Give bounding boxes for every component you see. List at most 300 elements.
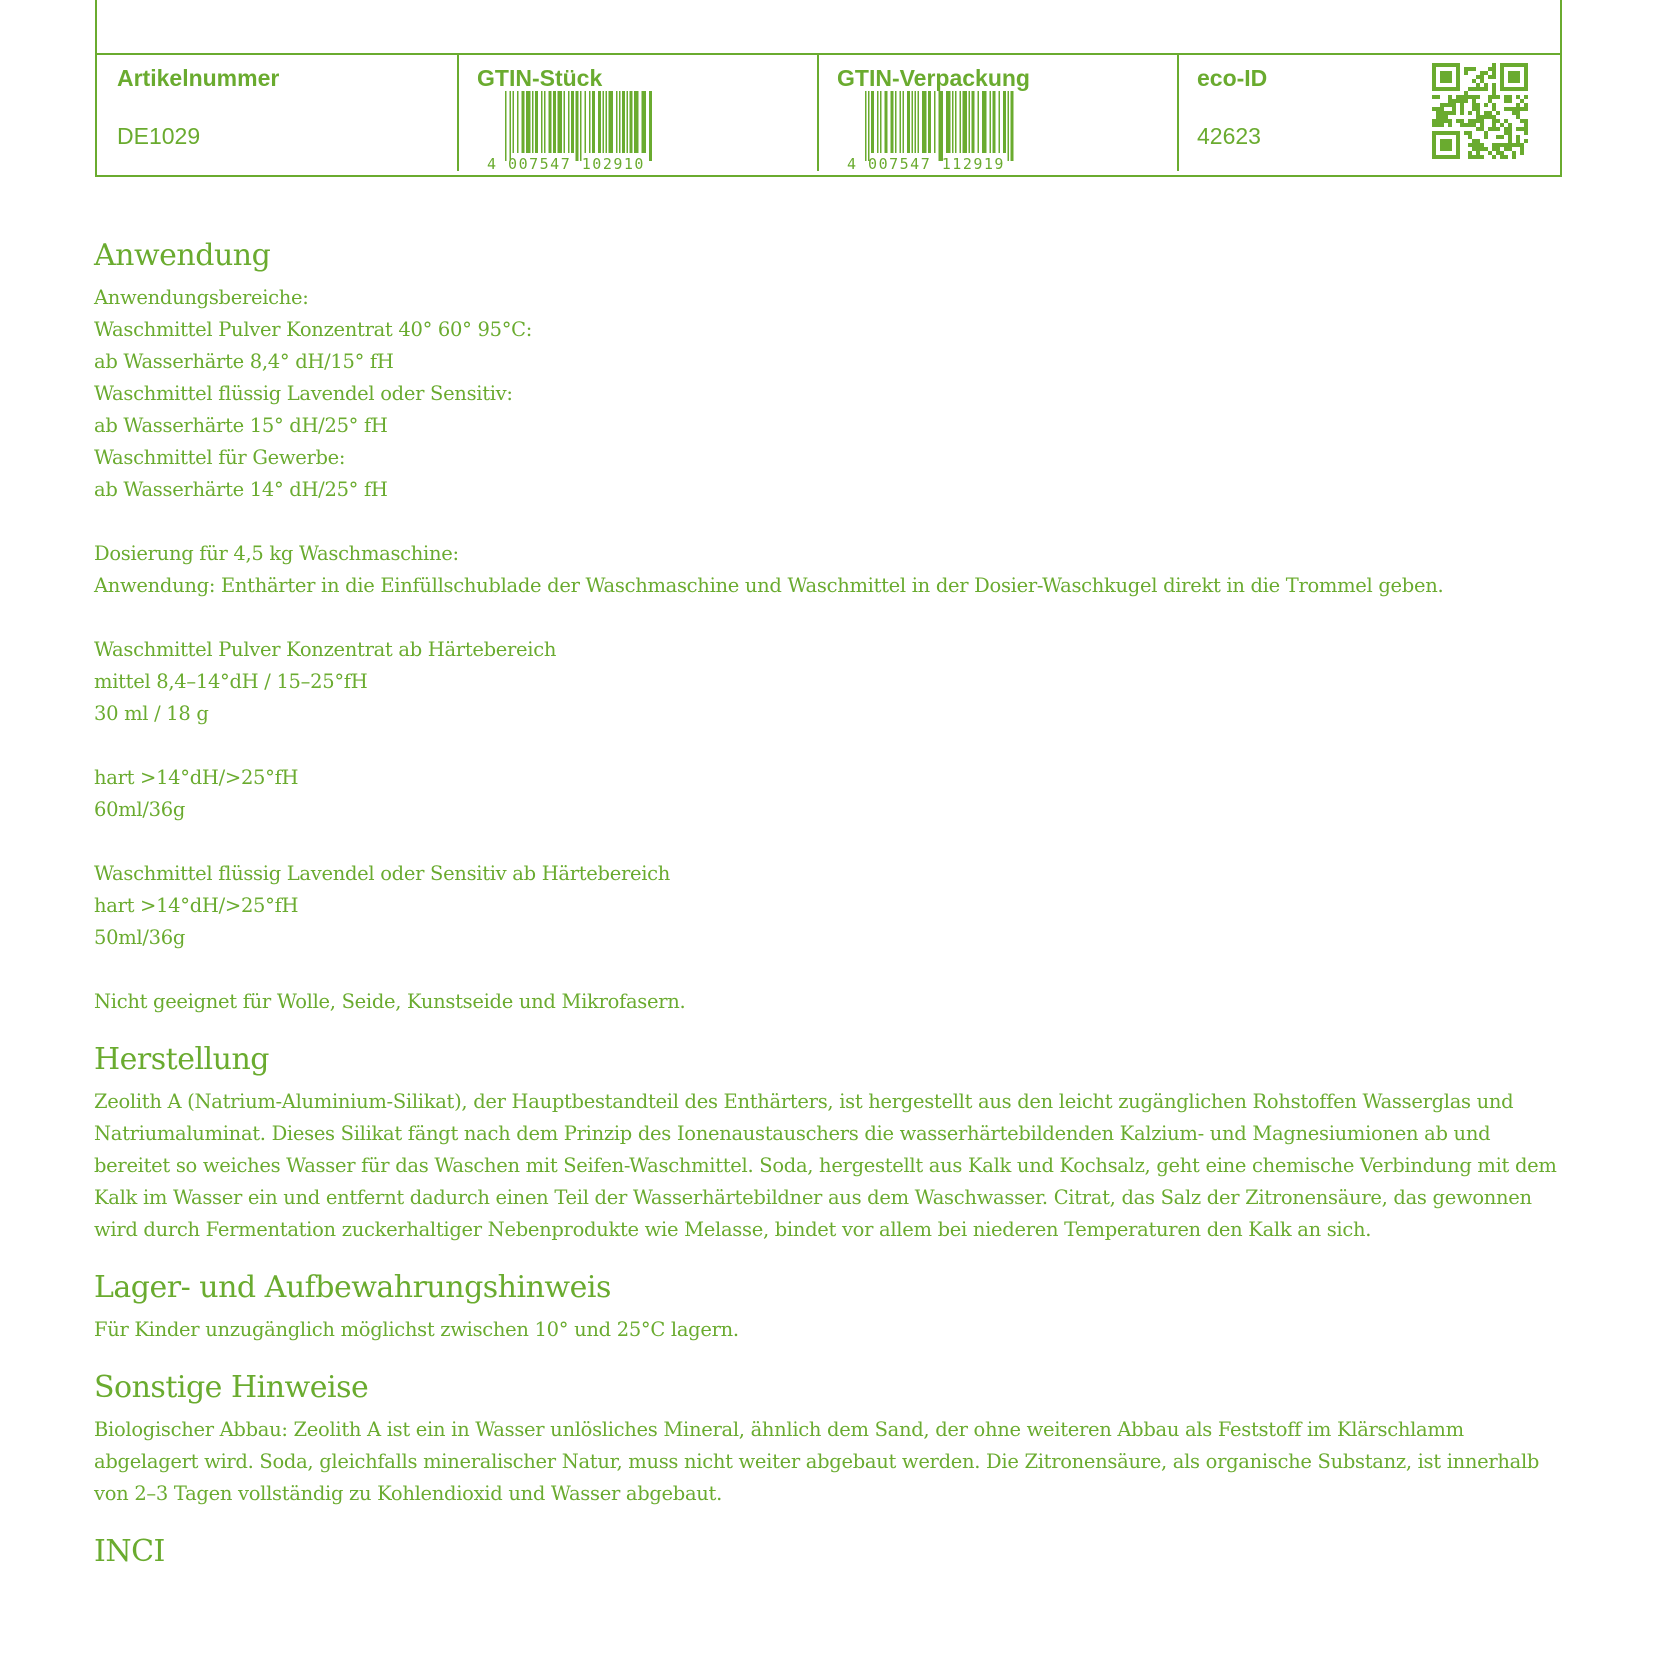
qr-module <box>1492 115 1496 119</box>
barcode-bar <box>558 91 563 153</box>
barcode-bar <box>963 91 968 153</box>
document-content <box>94 234 1564 1594</box>
qr-module <box>1468 111 1472 115</box>
gtin-piece-barcode <box>485 91 665 171</box>
qr-module <box>1444 115 1448 119</box>
heading-lager: Lager- und Aufbewahrungshinweis <box>94 1270 611 1305</box>
barcode-bar <box>522 91 525 153</box>
text-line: Waschmittel flüssig Lavendel oder Sensitiv: <box>94 382 513 405</box>
qr-module <box>1496 127 1500 131</box>
barcode-bar <box>952 91 954 153</box>
qr-module <box>1476 111 1480 115</box>
qr-module <box>1484 87 1488 91</box>
text-line: 50ml/36g <box>94 926 186 949</box>
qr-module <box>1472 119 1476 123</box>
qr-module <box>1484 131 1488 135</box>
qr-module <box>1460 103 1464 107</box>
barcode-bar <box>865 91 867 161</box>
qr-module <box>1508 139 1512 143</box>
barcode-bar <box>885 91 888 153</box>
text-line: 30 ml / 18 g <box>94 702 209 725</box>
barcode-bar <box>982 91 987 153</box>
qr-module <box>1436 115 1440 119</box>
barcode-bar <box>934 91 936 153</box>
qr-module <box>1488 75 1492 79</box>
qr-module <box>1524 107 1528 111</box>
barcode-bar <box>999 91 1001 153</box>
section-herstellung <box>94 1038 1564 1246</box>
qr-module <box>1480 143 1484 147</box>
anwendung-block-3 <box>94 634 1564 730</box>
herstellung-text: Zeolith A (Natrium-Aluminium-Silikat), der Hauptbestandteil des Enthärters, ist hergestellt aus den leicht zugänglichen Rohstoffen Wasserglas und Natriumaluminat. Dieses Silikat fängt nach dem Prinzip des Ionenaustauschers die wasserhärtebildenden Kalzium- und Magnesiumionen ab und bereitet so weiches Wasser für das Waschen mit Seifen-Waschmittel. Soda, hergestellt aus Kalk und Kochsalz, geht eine chemische Verbindung mit dem Kalk im Wasser ein und entfernt dadurch einen Teil der Wasserhärtebildner aus dem Waschwasser. Citrat, das Salz der Zitronensäure, das gewonnen wird durch Fermentation zuckerhaltiger Nebenprodukte wie Melasse, bindet vor allem bei niederen Temperaturen den Kalk an sich. <box>94 1090 1557 1241</box>
qr-module <box>1464 131 1468 135</box>
section-lager <box>94 1266 1564 1346</box>
qr-module <box>1492 107 1496 111</box>
barcode-bar <box>912 91 914 153</box>
qr-module <box>1452 111 1456 115</box>
text-line: hart >14°dH/>25°fH <box>94 894 299 917</box>
qr-module <box>1496 111 1500 115</box>
eco-id-label: eco-ID <box>1197 65 1268 91</box>
barcode-bar <box>630 91 633 153</box>
qr-module <box>1492 91 1496 95</box>
barcode-bar <box>1003 91 1006 153</box>
heading-anwendung: Anwendung <box>94 238 271 273</box>
barcode-bar <box>928 91 931 153</box>
qr-module <box>1520 119 1524 123</box>
barcode-bar <box>891 91 894 153</box>
qr-module <box>1468 67 1472 71</box>
qr-module <box>1516 111 1520 115</box>
qr-module <box>1448 119 1452 123</box>
text-line: Waschmittel Pulver Konzentrat ab Härtebereich <box>94 638 557 661</box>
barcode-bar <box>915 91 917 153</box>
qr-module <box>1460 95 1464 99</box>
qr-module <box>1524 131 1528 135</box>
qr-module <box>1516 95 1520 99</box>
qr-module <box>1468 119 1472 123</box>
barcode-bar <box>513 91 515 153</box>
qr-module <box>1488 95 1492 99</box>
barcode-bar <box>541 91 543 153</box>
qr-module <box>1512 107 1516 111</box>
barcode-bar <box>619 91 621 153</box>
qr-module <box>1476 119 1480 123</box>
barcode-bar <box>564 91 566 153</box>
qr-module <box>1480 87 1484 91</box>
barcode-bar <box>993 91 996 153</box>
qr-module <box>1492 127 1496 131</box>
qr-module <box>1444 111 1448 115</box>
article-number-cell <box>97 55 457 175</box>
barcode-bar <box>622 91 625 153</box>
barcode-bar <box>895 91 897 153</box>
qr-module <box>1440 107 1444 111</box>
qr-module <box>1468 135 1472 139</box>
qr-module <box>1432 119 1436 123</box>
text-line: hart >14°dH/>25°fH <box>94 766 299 789</box>
qr-module <box>1436 119 1440 123</box>
qr-module <box>1476 127 1480 131</box>
qr-module <box>1472 99 1476 103</box>
barcode-bar <box>880 91 882 153</box>
qr-module <box>1476 103 1480 107</box>
qr-module <box>1484 115 1488 119</box>
barcode-bar <box>634 91 639 153</box>
barcode-bar <box>946 91 951 153</box>
qr-module <box>1480 119 1484 123</box>
qr-module <box>1492 119 1496 123</box>
qr-module <box>1492 95 1496 99</box>
qr-module <box>1516 139 1520 143</box>
text-line: ab Wasserhärte 8,4° dH/15° fH <box>94 350 394 373</box>
product-info-row <box>97 53 1560 175</box>
qr-module <box>1520 99 1524 103</box>
qr-module <box>1488 151 1492 155</box>
text-line: Anwendung: Enthärter in die Einfüllschublade der Waschmaschine und Waschmittel in der Dosier-Waschkugel direkt in die Trommel geben. <box>94 574 1444 597</box>
qr-module <box>1476 139 1480 143</box>
barcode-bar <box>868 91 870 161</box>
gtin-pack-number: 4 007547 112919 <box>847 155 1005 171</box>
qr-module <box>1436 107 1440 111</box>
qr-module <box>1448 123 1452 127</box>
barcode-bar <box>585 91 587 153</box>
qr-module <box>1476 107 1480 111</box>
qr-module <box>1496 147 1500 151</box>
qr-module <box>1472 103 1476 107</box>
qr-module <box>1508 123 1512 127</box>
qr-module <box>1504 131 1508 135</box>
qr-module <box>1504 143 1508 147</box>
qr-module <box>1504 147 1508 151</box>
qr-module <box>1464 71 1468 75</box>
qr-module <box>1488 111 1492 115</box>
text-line: Nicht geeignet für Wolle, Seide, Kunstseide und Mikrofasern. <box>94 990 686 1013</box>
qr-module <box>1492 155 1496 159</box>
qr-finder-pattern <box>1440 139 1452 151</box>
qr-module <box>1488 115 1492 119</box>
qr-module <box>1440 119 1444 123</box>
qr-finder-pattern <box>1440 71 1452 83</box>
qr-module <box>1516 107 1520 111</box>
qr-module <box>1484 103 1488 107</box>
qr-module <box>1484 147 1488 151</box>
barcode-bar <box>544 91 546 153</box>
qr-module <box>1472 147 1476 151</box>
qr-module <box>1432 95 1436 99</box>
qr-module <box>1524 119 1528 123</box>
anwendung-block-2 <box>94 538 1564 602</box>
anwendung-block-4 <box>94 762 1564 826</box>
qr-module <box>1484 83 1488 87</box>
qr-module <box>1468 155 1472 159</box>
barcode-bar <box>549 91 552 153</box>
article-number-label: Artikelnummer <box>117 65 280 91</box>
qr-module <box>1436 95 1440 99</box>
qr-module <box>1480 127 1484 131</box>
qr-module <box>1464 67 1468 71</box>
barcode-bar <box>580 91 582 161</box>
qr-module <box>1500 135 1504 139</box>
barcode-bar <box>978 91 980 153</box>
qr-module <box>1460 123 1464 127</box>
qr-module <box>1524 123 1528 127</box>
gtin-piece-barcode-bars <box>505 91 652 161</box>
qr-module <box>1520 151 1524 155</box>
gtin-pack-cell <box>817 55 1177 175</box>
barcode-bar <box>505 91 507 161</box>
qr-module <box>1476 147 1480 151</box>
qr-module <box>1460 99 1464 103</box>
barcode-bar <box>592 91 595 153</box>
qr-module <box>1472 67 1476 71</box>
qr-module <box>1524 95 1528 99</box>
qr-module <box>1492 75 1496 79</box>
qr-module <box>1472 87 1476 91</box>
qr-module <box>1508 147 1512 151</box>
qr-module <box>1460 119 1464 123</box>
barcode-bar <box>877 91 879 153</box>
qr-module <box>1508 99 1512 103</box>
text-line: Dosierung für 4,5 kg Waschmaschine: <box>94 542 459 565</box>
qr-module <box>1464 99 1468 103</box>
barcode-bar <box>606 91 608 153</box>
qr-module <box>1464 95 1468 99</box>
qr-module <box>1508 127 1512 131</box>
qr-module <box>1468 95 1472 99</box>
qr-module <box>1504 155 1508 159</box>
qr-module <box>1512 155 1516 159</box>
qr-module <box>1440 123 1444 127</box>
qr-module <box>1520 147 1524 151</box>
qr-module <box>1468 143 1472 147</box>
qr-module <box>1456 95 1460 99</box>
qr-module <box>1472 155 1476 159</box>
qr-module <box>1440 103 1444 107</box>
qr-module <box>1468 131 1472 135</box>
qr-module <box>1500 151 1504 155</box>
qr-module <box>1520 143 1524 147</box>
qr-finder-pattern <box>1508 71 1520 83</box>
barcode-bar <box>589 91 591 153</box>
sonstige-text: Biologischer Abbau: Zeolith A ist ein in Wasser unlösliches Mineral, ähnlich dem Sand, der ohne weiteren Abbau als Feststoff im Klärschlamm abgelagert wird. Soda, gleichfalls mineralischer Natur, muss nicht weiter abgebaut werden. Die Zitronensäure, als organische Substanz, ist innerhalb von 2–3 Tagen vollständig zu Kohlendioxid und Wasser abgebaut. <box>94 1418 1540 1505</box>
qr-module <box>1484 71 1488 75</box>
qr-module <box>1476 151 1480 155</box>
barcode-bar <box>642 91 647 153</box>
qr-module <box>1516 103 1520 107</box>
barcode-bar <box>517 91 519 153</box>
qr-module <box>1472 139 1476 143</box>
qr-module <box>1516 127 1520 131</box>
barcode-bar <box>571 91 574 153</box>
qr-module <box>1492 123 1496 127</box>
anwendung-block-5 <box>94 858 1564 954</box>
barcode-bar <box>972 91 975 153</box>
eco-id-cell <box>1177 55 1560 175</box>
qr-module <box>1464 123 1468 127</box>
qr-module <box>1476 75 1480 79</box>
qr-module <box>1508 131 1512 135</box>
qr-module <box>1432 107 1436 111</box>
qr-module <box>1448 99 1452 103</box>
gtin-pack-label: GTIN-Verpackung <box>837 65 1030 91</box>
barcode-bar <box>960 91 962 153</box>
qr-module <box>1504 99 1508 103</box>
anwendung-block-6 <box>94 986 1564 1018</box>
qr-module <box>1480 75 1484 79</box>
barcode-bar <box>907 91 910 153</box>
barcode-bar <box>955 91 957 153</box>
gtin-pack-barcode-bars <box>865 91 1014 161</box>
qr-module <box>1472 95 1476 99</box>
text-line: Waschmittel flüssig Lavendel oder Sensitiv ab Härtebereich <box>94 862 671 885</box>
qr-module <box>1484 111 1488 115</box>
qr-module <box>1520 107 1524 111</box>
qr-module <box>1504 95 1508 99</box>
barcode-bar <box>616 91 618 153</box>
qr-module <box>1500 123 1504 127</box>
barcode-bar <box>922 91 927 153</box>
section-inci <box>94 1530 1564 1574</box>
qr-module <box>1488 67 1492 71</box>
qr-module <box>1436 123 1440 127</box>
qr-module <box>1508 143 1512 147</box>
qr-module <box>1472 107 1476 111</box>
qr-module <box>1468 123 1472 127</box>
qr-module <box>1516 115 1520 119</box>
anwendung-block-1 <box>94 282 1564 506</box>
text-line: ab Wasserhärte 15° dH/25° fH <box>94 414 388 437</box>
barcode-bar <box>603 91 605 153</box>
barcode-bar <box>918 91 920 153</box>
qr-module <box>1456 99 1460 103</box>
gtin-piece-cell <box>457 55 817 175</box>
qr-module <box>1484 135 1488 139</box>
qr-module <box>1520 127 1524 131</box>
qr-module <box>1440 111 1444 115</box>
qr-module <box>1500 155 1504 159</box>
qr-module <box>1508 95 1512 99</box>
qr-module <box>1512 143 1516 147</box>
qr-module <box>1456 119 1460 123</box>
article-number-value: DE1029 <box>117 123 201 149</box>
qr-module <box>1500 143 1504 147</box>
qr-module <box>1504 107 1508 111</box>
qr-module <box>1480 79 1484 83</box>
qr-module <box>1496 151 1500 155</box>
qr-module <box>1492 67 1496 71</box>
qr-module <box>1492 71 1496 75</box>
barcode-bar <box>609 91 614 153</box>
qr-module <box>1464 91 1468 95</box>
barcode-bar <box>649 91 652 161</box>
qr-module <box>1476 115 1480 119</box>
barcode-bar <box>990 91 992 153</box>
qr-module <box>1524 103 1528 107</box>
qr-module <box>1452 107 1456 111</box>
barcode-bar <box>568 91 570 153</box>
qr-module <box>1504 127 1508 131</box>
qr-module <box>1492 87 1496 91</box>
barcode-bar <box>598 91 601 153</box>
qr-module <box>1480 115 1484 119</box>
qr-module <box>1476 95 1480 99</box>
qr-module <box>1472 79 1476 83</box>
qr-module <box>1448 111 1452 115</box>
text-line: ab Wasserhärte 14° dH/25° fH <box>94 478 388 501</box>
qr-module <box>1492 103 1496 107</box>
qr-module <box>1516 135 1520 139</box>
qr-module <box>1452 99 1456 103</box>
product-info-box <box>95 0 1562 177</box>
text-line: mittel 8,4–14°dH / 15–25°fH <box>94 670 368 693</box>
text-line: Anwendungsbereiche: <box>94 286 309 309</box>
barcode-bar <box>535 91 538 153</box>
barcode-bar <box>1008 91 1010 161</box>
barcode-bar <box>526 91 531 153</box>
qr-module <box>1468 151 1472 155</box>
qr-module <box>1476 155 1480 159</box>
qr-module <box>1476 87 1480 91</box>
heading-sonstige: Sonstige Hinweise <box>94 1370 369 1405</box>
barcode-bar <box>553 91 556 153</box>
qr-module <box>1452 103 1456 107</box>
text-line: Waschmittel für Gewerbe: <box>94 446 346 469</box>
qr-module <box>1492 83 1496 87</box>
qr-module <box>1472 143 1476 147</box>
qr-module <box>1448 95 1452 99</box>
barcode-bar <box>627 91 629 153</box>
qr-module <box>1508 107 1512 111</box>
section-sonstige <box>94 1366 1564 1510</box>
qr-module <box>1480 71 1484 75</box>
heading-herstellung: Herstellung <box>94 1042 269 1077</box>
gtin-piece-number: 4 007547 102910 <box>487 155 645 171</box>
barcode-bar <box>939 91 944 161</box>
qr-module <box>1512 111 1516 115</box>
qr-module <box>1444 119 1448 123</box>
qr-module <box>1436 111 1440 115</box>
qr-code <box>1432 63 1528 159</box>
qr-module <box>1496 119 1500 123</box>
barcode-bar <box>900 91 902 153</box>
qr-module <box>1504 119 1508 123</box>
qr-module <box>1496 143 1500 147</box>
qr-module <box>1496 95 1500 99</box>
barcode-bar <box>510 91 512 161</box>
qr-module <box>1492 143 1496 147</box>
qr-module <box>1492 147 1496 151</box>
qr-module <box>1440 115 1444 119</box>
gtin-piece-label: GTIN-Stück <box>477 65 603 91</box>
qr-module <box>1516 143 1520 147</box>
qr-module <box>1508 135 1512 139</box>
qr-module <box>1524 139 1528 143</box>
qr-module <box>1460 107 1464 111</box>
barcode-bar <box>576 91 579 161</box>
barcode-bar <box>903 91 905 153</box>
qr-module <box>1488 127 1492 131</box>
lager-text: Für Kinder unzugänglich möglichst zwischen 10° und 25°C lagern. <box>94 1318 739 1341</box>
barcode-bar <box>532 91 534 153</box>
qr-module <box>1432 123 1436 127</box>
barcode-bar <box>969 91 971 153</box>
eco-id-value: 42623 <box>1197 123 1261 149</box>
qr-module <box>1524 127 1528 131</box>
qr-module <box>1468 87 1472 91</box>
qr-module <box>1488 99 1492 103</box>
qr-module <box>1480 123 1484 127</box>
